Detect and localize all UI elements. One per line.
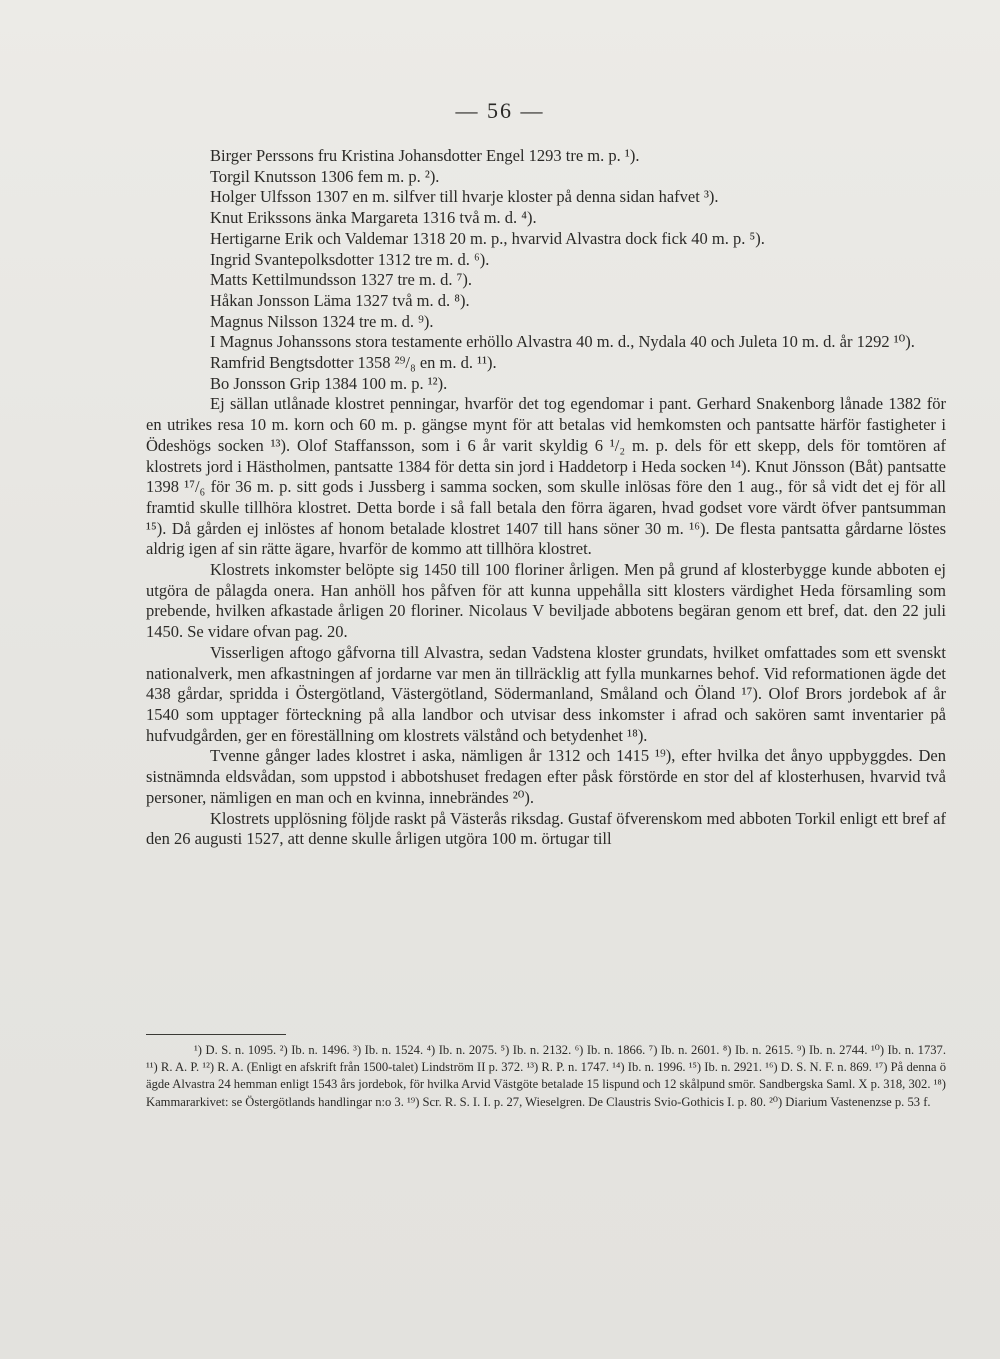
paragraph: Tvenne gånger lades klostret i aska, nämligen år 1312 och 1415 ¹⁹), efter hvilka det ånyo uppbyggdes. Den sistnämnda eldsvådan, som uppstod i abbotshuset fredagen efter påsk förstörde en stor del af klosterhusen, hvarvid två personer, nämligen en man och en kvinna, innebrändes ²⁰).: [146, 746, 946, 807]
footnote-divider: [146, 1034, 286, 1035]
text-line: Håkan Jonsson Läma 1327 två m. d. ⁸).: [210, 290, 470, 310]
footnote-text: ¹) D. S. n. 1095. ²) Ib. n. 1496. ³) Ib. n. 1524. ⁴) Ib. n. 2075. ⁵) Ib. n. 2132. ⁶) Ib. n. 1866. ⁷) Ib. n. 2601. ⁸) Ib. n. 2615. ⁹) Ib. n. 2744. ¹⁰) Ib. n. 1737. ¹¹) R. A. P. ¹²) R. A. (Enligt en afskrift från 1500-talet) Lindström II p. 372. ¹³) R. P. n. 1747. ¹⁴) Ib. n. 1996. ¹⁵) Ib. n. 2921. ¹⁶) D. S. N. F. n. 869. ¹⁷) På denna ö ägde Alvastra 24 hemman enligt 1543 års jordebok, för hvilka Arvid Västgöte betalade 15 lispund och 12 skålpund smör. Sandbergska Saml. X p. 318, 302. ¹⁸) Kammararkivet: se Östergötlands handlingar n:o 3. ¹⁹) Scr. R. S. I. I. p. 27, Wieselgren. De Claustris Svio-Gothicis I. p. 80. ²⁰) Diarium Vastenenzse p. 53 f.: [146, 1043, 946, 1109]
text-line: Ingrid Svantepolksdotter 1312 tre m. d. ⁶).: [210, 249, 490, 269]
paragraph: Ej sällan utlånade klostret penningar, hvarför det tog egendomar i pant. Gerhard Snakenborg lånade 1382 för en utrikes resa 10 m. korn och 60 m. p. gängse mynt för att betalas vid hemkomsten och pantsatte härför fastigheter i Ödeshögs socken ¹³). Olof Staffansson, som i 6 år varit skyldig 6 ¹/₂ m. p. dels för ett skepp, dels för tomtören af klostrets jord i Hästholmen, pantsatte 1384 för detta sin jord i Haddetorp i Heda socken ¹⁴). Knut Jönsson (Båt) pantsatte 1398 ¹⁷/₆ för 36 m. p. sitt gods i Jussberg i samma socken, som skulle inlösas före den 1 aug., för så vidt det ej för all framtid skulle tillhöra klostret. Detta borde i så fall betala den förra ägaren, hvad godset vore värdt öfver pantsumman ¹⁵). Då gården ej inlöstes af honom betalade klostret 1407 till hans söner 30 m. ¹⁶). De flesta pantsatta gårdarne löstes aldrig igen af sin rätte ägare, hvarför de kommo att tillhöra klostret.: [146, 394, 946, 559]
paragraph: Ramfrid Bengtsdotter 1358 ²⁹/₈ en m. d. ¹¹).: [210, 353, 497, 373]
footnotes: [146, 1042, 946, 1111]
text-line: Matts Kettilmundsson 1327 tre m. d. ⁷).: [210, 270, 472, 290]
paragraph: Visserligen aftogo gåfvorna till Alvastra, sedan Vadstena kloster grundats, hvilket omfattades som ett svenskt nationalverk, men afkastningen af jordarne var men än tillräcklig att fylla munkarnes behof. Vid reformationen ägde det 438 gårdar, spridda i Östergötland, Västergötland, Södermanland, Småland och Öland ¹⁷). Olof Brors jordebok af år 1540 som upptager förteckning på alla landbor och utvisar dess inkomster i afrad och sakören samt inventarier på hufvudgården, ger en föreställning om klostrets välstånd och betydenhet ¹⁸).: [146, 642, 946, 745]
text-line: Hertigarne Erik och Valdemar 1318 20 m. p., hvarvid Alvastra dock fick 40 m. p. ⁵).: [210, 228, 765, 248]
text-line: Torgil Knutsson 1306 fem m. p. ²).: [210, 166, 440, 186]
text-line: Magnus Nilsson 1324 tre m. d. ⁹).: [210, 311, 434, 331]
text-line: Birger Perssons fru Kristina Johansdotter Engel 1293 tre m. p. ¹).: [210, 146, 640, 165]
body-text: [146, 146, 946, 850]
page-number: — 56 —: [455, 98, 545, 123]
text-line: Holger Ulfsson 1307 en m. silfver till hvarje kloster på denna sidan hafvet ³).: [210, 187, 719, 207]
paragraph: Bo Jonsson Grip 1384 100 m. p. ¹²).: [210, 373, 448, 393]
paragraph: I Magnus Johanssons stora testamente erhöllo Alvastra 40 m. d., Nydala 40 och Juleta 10 m. d. år 1292 ¹⁰).: [210, 332, 915, 352]
text-line: Knut Erikssons änka Margareta 1316 två m. d. ⁴).: [210, 208, 537, 228]
paragraph: Klostrets upplösning följde raskt på Västerås riksdag. Gustaf öfverenskom med abboten Torkil enligt ett bref af den 26 augusti 1527, att denne skulle årligen utgöra 100 m. örtugar till: [146, 808, 946, 849]
paragraph: Klostrets inkomster belöpte sig 1450 till 100 floriner årligen. Men på grund af klosterbygge kunde abboten ej utgöra de pålagda onera. Han anhöll hos påfven för att kunna uppehålla sitt klosters värdighet Heda församling som prebende, hvilken afkastade årligen 20 floriner. Nicolaus V beviljade abbotens begäran genom ett bref, dat. den 22 juli 1450. Se vidare ofvan pag. 20.: [146, 560, 946, 642]
